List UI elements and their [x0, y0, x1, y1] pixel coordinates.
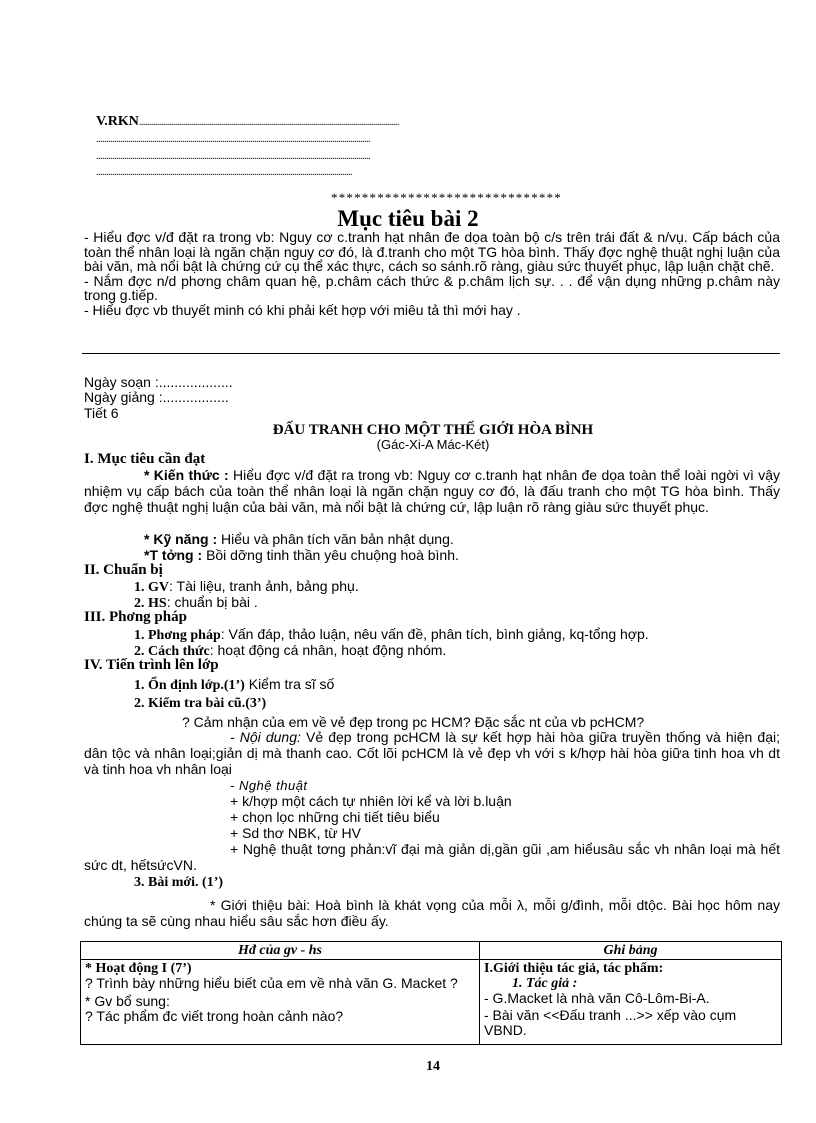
teacher-supplement: * Gv bổ sung: [85, 993, 170, 1009]
col-activities-header: Hđ của gv - hs [81, 942, 480, 960]
nghethuat-item-2: + chọn lọc những chi tiết tiêu biểu [230, 809, 440, 825]
activity-1-heading: * Hoạt động I (7’) [85, 961, 192, 976]
vrkn-dots-2: ......................................................................................................................................... [96, 134, 370, 145]
section-2-heading: II. Chuẩn bị [84, 562, 163, 578]
objective-1: - Hiểu đợc v/đ đặt ra trong vb: Nguy cơ c.tranh hạt nhân đe dọa toàn bộ c/s trên trái đất & n/vụ. Cấp bách của toàn thể nhân loại là ngăn chặn nguy cơ đó, là đ.tranh cho một TG hòa bình. Thấy đợc nghệ thuật nghị luận của bài văn, mà nổi bật là chứng cứ cụ thể xác thực, cách so sánh.rõ ràng, giàu sức thuyết phục, lập luận chặt chẽ. [84, 229, 780, 274]
kynang-text: Hiểu và phân tích văn bản nhật dụng. [221, 531, 454, 547]
notes-item-1: - G.Macket là nhà văn Cô-Lôm-Bi-A. [484, 990, 710, 1006]
horizontal-rule [82, 353, 780, 354]
phuongphap-label: 1. Phơng pháp [134, 628, 221, 643]
hs-label: 2. HS [134, 596, 167, 611]
gv-label: 1. GV [134, 580, 169, 595]
cachthuc-text: : hoạt động cá nhân, hoạt động nhóm. [209, 642, 447, 658]
tuong-label: *T tởng : [144, 547, 207, 563]
objective-3: - Hiểu đợc vb thuyết minh có khi phải kết hợp với miêu tả thì mới hay . [84, 301, 521, 318]
kynang-line [144, 531, 454, 547]
activity-question-2: ? Tác phẩm đc viết trong hoàn cảnh nào? [85, 1008, 344, 1024]
cachthuc-label: 2. Cách thức [134, 644, 210, 659]
nghethuat-label: - Nghệ thuật [230, 778, 308, 793]
activities-cell [81, 960, 480, 1045]
nghethuat-item-3: + Sd thơ NBK, từ HV [230, 825, 361, 841]
nghethuat-item-4: + Nghệ thuật tơng phản:vĩ đại mà giản dị,gần gũi ,am hiểusâu sắc vh nhân loại mà hết sức dt, hếtsứcVN. [84, 841, 780, 873]
step-1-line [134, 676, 334, 694]
step-3-label: 3. Bài mới. (1’) [134, 875, 224, 890]
review-question: ? Cảm nhận của em về vẻ đẹp trong pc HCM? Đặc sắc nt của vb pcHCM? [182, 714, 645, 730]
lesson-title: ĐẤU TRANH CHO MỘT THẾ GIỚI HÒA BÌNH [272, 422, 594, 438]
notes-section-title: I.Giới thiệu tác giả, tác phẩm: [484, 961, 664, 976]
lesson-author: (Gác-Xi-A Mác-Két) [376, 437, 490, 452]
notes-item-2: - Bài văn <<Đấu tranh ...>> xếp vào cụm VBND. [484, 1007, 737, 1038]
nghethuat-item-1: + k/hợp một cách tự nhiên lời kể và lời b.luận [230, 793, 512, 809]
activity-question-1: ? Trình bày những hiểu biết của em về nhà văn G. Macket ? [85, 975, 458, 991]
noidung-text: Vẻ đẹp trong pcHCM là sự kết hợp hài hòa giữa truyền thống và hiện đại; dân tộc và nhân loại;giản dị mà thanh cao. Cốt lõi pcHCM là vẻ đẹp vh với s k/hợp hài hòa giữa tinh hoa vh dt và tinh hoa vh nhân loại [84, 729, 780, 777]
tuong-line [144, 547, 459, 563]
kienthuc-label: * Kiến thức : [144, 467, 234, 483]
step-1-label: 1. Ổn định lớp.(1’) [134, 678, 245, 693]
step-2-label: 2. Kiểm tra bài cũ.(3’) [134, 696, 267, 711]
tiet-number: Tiết 6 [84, 405, 119, 421]
page-number: 14 [426, 1059, 440, 1074]
tuong-text: Bồi dỡng tinh thần yêu chuộng hoà bình. [206, 547, 459, 563]
gv-text: : Tài liệu, tranh ảnh, bảng phụ. [169, 578, 359, 594]
col-notes-header: Ghi bảng [480, 942, 782, 960]
vrkn-line-1 [96, 114, 399, 131]
vrkn-dots-3: ......................................................................................................................................... [96, 151, 370, 162]
section-1-heading: I. Mục tiêu cần đạt [84, 451, 206, 467]
ngay-soan: Ngày soạn :................... [84, 374, 233, 390]
vrkn-dots-1: .................................................................................................................................. [138, 117, 399, 128]
section-4-heading: IV. Tiến trình lên lớp [84, 657, 219, 673]
intro-paragraph: * Giới thiệu bài: Hoà bình là khát vọng của mỗi λ, mỗi g/đình, mỗi dtộc. Bài học hôm nay chúng ta sẽ cùng nhau hiểu sâu sắc hơn điều ấy. [84, 897, 780, 929]
objective-2: - Nắm đợc n/d phơng châm quan hệ, p.châm cách thức & p.châm lịch sự. . . để vận dụng những p.châm này trong g.tiếp. [84, 272, 780, 303]
vrkn-dots-4: ................................................................................................................................ [96, 167, 352, 178]
noidung-paragraph [84, 729, 780, 777]
kienthuc-paragraph [84, 467, 780, 515]
phuongphap-text: : Vấn đáp, thảo luận, nêu vấn đề, phân tích, bình giảng, kq-tổng hợp. [220, 626, 649, 642]
lesson-plan-table [80, 941, 782, 1045]
notes-cell [480, 960, 782, 1045]
star-divider: ****************************** [331, 190, 562, 205]
section-3-heading: III. Phơng pháp [84, 609, 187, 625]
ngay-giang: Ngày giảng :................. [84, 389, 229, 405]
kynang-label: * Kỹ năng : [144, 531, 222, 547]
objectives-body [84, 230, 780, 317]
kienthuc-text: Hiểu đợc v/đ đặt ra trong vb: Nguy cơ c.tranh hạt nhân đe dọa toàn thể loài ngời vì vậy nhiệm vụ cấp bách của toàn thể nhân loại là ngăn chặn nguy cơ đó, là đấu tranh cho một TG hòa bình. Thấy đợc nghệ thuật nghị luận của bài văn, mà nổi bật là chứng cứ, lập luận rõ ràng giàu sức thuyết phục. [84, 467, 781, 515]
step-1-text: Kiểm tra sĩ số [244, 676, 335, 692]
objectives-title: Mục tiêu bài 2 [337, 206, 479, 231]
hs-text: : chuẩn bị bài . [166, 594, 258, 610]
table-row [81, 960, 782, 1045]
table-header-row [81, 942, 782, 960]
noidung-label: - Nội dung: [230, 729, 301, 745]
vrkn-label: V.RKN [96, 114, 139, 129]
notes-sub-title: 1. Tác giả : [512, 976, 578, 991]
